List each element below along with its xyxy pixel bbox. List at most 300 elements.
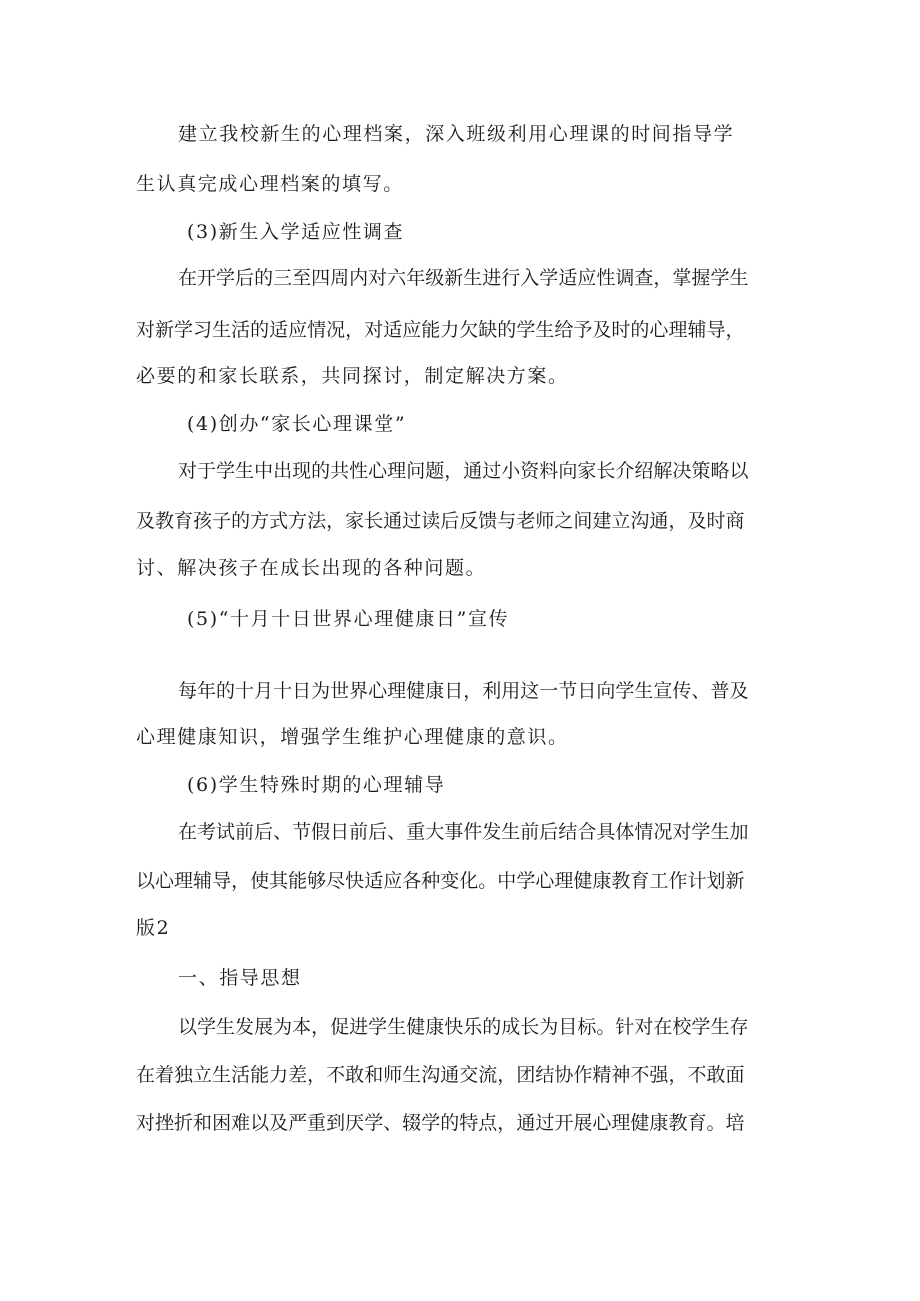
paragraph-line: [136, 869, 744, 893]
text-char: 体: [615, 821, 635, 843]
text-char: ，: [345, 319, 365, 341]
text-char: 、: [691, 680, 711, 702]
paragraph-line: [178, 459, 748, 483]
text-char: 化: [459, 870, 479, 892]
text-char: 事: [444, 821, 464, 843]
text-char: 用: [501, 680, 521, 702]
text-char: 十: [235, 680, 255, 702]
text-char: 快: [444, 1016, 464, 1038]
text-char: ，: [497, 1112, 517, 1134]
text-char: 月: [254, 680, 274, 702]
text-char: 其: [269, 870, 289, 892]
text-char: 发: [235, 1016, 255, 1038]
text-char: 生: [212, 319, 232, 341]
paragraph-line: [178, 679, 748, 703]
text-char: 与: [497, 510, 517, 532]
text-char: 开: [197, 267, 217, 289]
text-char: 到: [326, 1112, 346, 1134]
text-char: 对: [136, 1112, 156, 1134]
text-char: 策: [691, 460, 711, 482]
text-char: 后: [440, 510, 460, 532]
text-char: 以: [250, 1112, 270, 1134]
text-char: 在: [136, 1064, 156, 1086]
text-char: 师: [383, 1064, 403, 1086]
text-char: ，: [668, 510, 688, 532]
text-char: 问: [406, 460, 426, 482]
text-char: 教: [611, 870, 631, 892]
text-char: 一: [539, 680, 559, 702]
text-char: ，: [497, 1064, 517, 1086]
text-char: 对: [364, 319, 384, 341]
text-char: 沟: [421, 1064, 441, 1086]
text-char: 校: [672, 1016, 692, 1038]
text-char: 心: [649, 319, 669, 341]
text-char: 独: [174, 1064, 194, 1086]
text-char: 后: [368, 821, 388, 843]
text-char: 调: [615, 267, 635, 289]
text-char: 题: [425, 460, 445, 482]
text-char: 导: [706, 319, 726, 341]
text-char: 着: [155, 1064, 175, 1086]
text-char: 、: [387, 821, 407, 843]
text-char: 发: [482, 821, 502, 843]
text-char: 的: [250, 319, 270, 341]
paragraph-line: [136, 1063, 744, 1087]
paragraph-line: [136, 509, 744, 533]
text-char: 进: [349, 1016, 369, 1038]
text-char: 反: [459, 510, 479, 532]
text-char: 缺: [478, 319, 498, 341]
text-char: 假: [311, 821, 331, 843]
text-char: 立: [611, 510, 631, 532]
text-char: 健: [406, 680, 426, 702]
text-char: 长: [364, 510, 384, 532]
text-char: 精: [592, 1064, 612, 1086]
text-char: 习: [193, 319, 213, 341]
text-char: 变: [440, 870, 460, 892]
text-char: 。: [478, 870, 498, 892]
text-char: 日: [330, 821, 350, 843]
text-char: 生: [501, 821, 521, 843]
text-char: 敢: [706, 1064, 726, 1086]
text-char: 利: [482, 680, 502, 702]
section-heading: (6)学生特殊时期的心理辅导: [187, 774, 446, 796]
text-char: 能: [288, 870, 308, 892]
text-char: 十: [273, 680, 293, 702]
text-char: 育: [687, 1112, 707, 1134]
text-char: 力: [269, 1064, 289, 1086]
text-char: 前: [520, 821, 540, 843]
text-char: ，: [326, 510, 346, 532]
text-char: 展: [573, 1112, 593, 1134]
text-char: 厌: [345, 1112, 365, 1134]
text-char: 情: [307, 319, 327, 341]
text-char: 生: [235, 460, 255, 482]
text-char: 不: [687, 1064, 707, 1086]
text-char: 适: [383, 319, 403, 341]
text-char: ，: [231, 870, 251, 892]
text-char: 力: [440, 319, 460, 341]
text-char: 康: [649, 1112, 669, 1134]
text-char: 培: [725, 1112, 745, 1134]
text-char: 四: [311, 267, 331, 289]
text-char: 长: [596, 460, 616, 482]
text-char: ，: [311, 1016, 331, 1038]
text-char: 不: [326, 1064, 346, 1086]
text-char: 重: [307, 1112, 327, 1134]
text-char: 内: [349, 267, 369, 289]
text-char: 级: [425, 267, 445, 289]
text-char: 育: [174, 510, 194, 532]
text-char: 差: [288, 1064, 308, 1086]
text-char: 界: [349, 680, 369, 702]
text-char: 中: [254, 460, 274, 482]
text-char: 为: [539, 1016, 559, 1038]
section-heading: (3)新生入学适应性调查: [187, 221, 405, 243]
paragraph-line: [136, 1111, 744, 1135]
text-char: 出: [273, 460, 293, 482]
text-char: 心: [368, 460, 388, 482]
text-char: 学: [516, 319, 536, 341]
text-char: 交: [459, 1064, 479, 1086]
text-char: 法: [307, 510, 327, 532]
text-char: 活: [231, 319, 251, 341]
text-char: 孩: [193, 510, 213, 532]
text-char: 在: [178, 821, 198, 843]
text-char: 的: [630, 319, 650, 341]
text-char: 生: [463, 267, 483, 289]
text-char: 和: [193, 1112, 213, 1134]
text-char: 入: [520, 267, 540, 289]
text-char: 大: [425, 821, 445, 843]
text-char: 心: [368, 680, 388, 702]
text-char: 普: [710, 680, 730, 702]
text-char: 为: [273, 1016, 293, 1038]
text-char: 快: [345, 870, 365, 892]
text-char: 传: [672, 680, 692, 702]
text-char: 生: [387, 1016, 407, 1038]
text-char: 乐: [463, 1016, 483, 1038]
text-char: 团: [516, 1064, 536, 1086]
text-char: 成: [501, 1016, 521, 1038]
text-char: 心: [155, 870, 175, 892]
text-char: 在: [653, 1016, 673, 1038]
text-char: 商: [725, 510, 745, 532]
text-char: 困: [212, 1112, 232, 1134]
text-char: 对: [136, 319, 156, 341]
text-char: 绍: [634, 460, 654, 482]
section-heading: 一、指导思想: [178, 967, 302, 989]
text-char: 向: [558, 460, 578, 482]
text-char: 料: [539, 460, 559, 482]
text-char: 以: [729, 460, 749, 482]
text-char: 适: [364, 870, 384, 892]
text-char: 康: [592, 870, 612, 892]
text-char: 促: [330, 1016, 350, 1038]
text-char: 协: [554, 1064, 574, 1086]
text-char: 结: [558, 821, 578, 843]
text-char: ，: [725, 319, 745, 341]
text-char: 之: [554, 510, 574, 532]
text-char: 周: [330, 267, 350, 289]
section-heading: (5)“十月十日世界心理健康日”宣传: [187, 608, 510, 630]
text-char: 建: [592, 510, 612, 532]
text-char: 年: [406, 267, 426, 289]
text-char: 试: [216, 821, 236, 843]
text-char: 适: [269, 319, 289, 341]
text-char: 握: [691, 267, 711, 289]
text-char: 生: [710, 1016, 730, 1038]
text-char: 及: [592, 319, 612, 341]
text-char: 节: [558, 680, 578, 702]
text-char: 的: [254, 267, 274, 289]
text-char: 各: [402, 870, 422, 892]
text-char: 生: [710, 821, 730, 843]
text-char: 学: [216, 460, 236, 482]
text-char: ，: [307, 1064, 327, 1086]
text-char: 年: [197, 680, 217, 702]
text-char: 划: [706, 870, 726, 892]
text-char: 不: [630, 1064, 650, 1086]
text-char: 师: [535, 510, 555, 532]
text-char: 导: [212, 870, 232, 892]
text-char: 通: [516, 1112, 536, 1134]
text-char: ，: [653, 267, 673, 289]
text-char: 向: [596, 680, 616, 702]
text-char: 方: [250, 510, 270, 532]
text-char: 家: [577, 460, 597, 482]
text-char: 计: [687, 870, 707, 892]
text-char: 小: [501, 460, 521, 482]
text-char: 后: [235, 267, 255, 289]
paragraph-line: 心理健康知识，增强学生维护心理健康的意识。: [136, 726, 569, 748]
text-char: 日: [444, 680, 464, 702]
text-char: 长: [520, 1016, 540, 1038]
text-char: 过: [402, 510, 422, 532]
paragraph-line: [178, 266, 748, 290]
text-char: 的: [440, 1112, 460, 1134]
paragraph-line: [178, 1015, 748, 1039]
section-heading: (4)创办“家长心理课堂”: [187, 413, 407, 435]
text-char: 康: [425, 1016, 445, 1038]
text-char: 每: [178, 680, 198, 702]
text-char: 理: [668, 319, 688, 341]
text-char: 流: [478, 1064, 498, 1086]
text-char: 生: [402, 1064, 422, 1086]
text-char: 学: [421, 1112, 441, 1134]
text-char: 健: [406, 1016, 426, 1038]
text-char: 馈: [478, 510, 498, 532]
text-char: 及: [269, 1112, 289, 1134]
text-char: 适: [558, 267, 578, 289]
text-char: 康: [425, 680, 445, 702]
text-char: 合: [577, 821, 597, 843]
text-char: 对: [634, 1016, 654, 1038]
text-char: 学: [368, 1016, 388, 1038]
text-char: 教: [668, 1112, 688, 1134]
text-char: 在: [178, 267, 198, 289]
paragraph-line: 生认真完成心理档案的填写。: [136, 173, 404, 195]
text-char: 节: [292, 821, 312, 843]
text-char: 难: [231, 1112, 251, 1134]
text-char: 应: [288, 319, 308, 341]
text-char: 心: [592, 1112, 612, 1134]
text-char: 结: [535, 1064, 555, 1086]
text-char: 学: [615, 680, 635, 702]
text-char: 学: [539, 267, 559, 289]
text-char: 情: [634, 821, 654, 843]
text-char: 严: [288, 1112, 308, 1134]
text-char: 至: [292, 267, 312, 289]
text-char: 强: [649, 1064, 669, 1086]
text-char: 生: [729, 267, 749, 289]
text-char: 世: [330, 680, 350, 702]
text-char: ，: [463, 680, 483, 702]
text-char: 通: [463, 460, 483, 482]
text-char: 中: [497, 870, 517, 892]
text-char: 前: [235, 821, 255, 843]
text-char: 育: [630, 870, 650, 892]
paragraph-line: 建立我校新生的心理档案，深入班级利用心理课的时间指导学: [178, 123, 735, 145]
text-char: 的: [231, 510, 251, 532]
text-char: 应: [402, 319, 422, 341]
text-char: 沟: [630, 510, 650, 532]
text-char: 进: [482, 267, 502, 289]
paragraph-line: 讨、解决孩子在成长出现的各种问题。: [136, 557, 487, 579]
text-char: 查: [634, 267, 654, 289]
text-char: 以: [136, 870, 156, 892]
text-char: 对: [178, 460, 198, 482]
text-char: 尽: [326, 870, 346, 892]
text-char: 点: [478, 1112, 498, 1134]
paragraph-line: 版2: [136, 917, 171, 939]
text-char: 六: [387, 267, 407, 289]
text-char: 日: [577, 680, 597, 702]
text-char: 辍: [402, 1112, 422, 1134]
text-char: 及: [687, 510, 707, 532]
text-char: 以: [178, 1016, 198, 1038]
text-char: 决: [672, 460, 692, 482]
text-char: 工: [649, 870, 669, 892]
text-char: 健: [630, 1112, 650, 1134]
text-char: 读: [421, 510, 441, 532]
text-char: 折: [174, 1112, 194, 1134]
text-char: 针: [615, 1016, 635, 1038]
text-char: ，: [444, 460, 464, 482]
text-char: 间: [573, 510, 593, 532]
text-char: 作: [573, 1064, 593, 1086]
paragraph-line: 必要的和家长联系，共同探讨，制定解决方案。: [136, 365, 569, 387]
text-char: 的: [216, 680, 236, 702]
text-char: 目: [558, 1016, 578, 1038]
text-char: 后: [254, 821, 274, 843]
text-char: 教: [155, 510, 175, 532]
text-char: 学: [691, 821, 711, 843]
text-char: 学: [216, 267, 236, 289]
text-char: 学: [710, 267, 730, 289]
text-char: 活: [231, 1064, 251, 1086]
text-char: 使: [250, 870, 270, 892]
text-char: 现: [292, 460, 312, 482]
text-char: 时: [706, 510, 726, 532]
text-char: 通: [440, 1064, 460, 1086]
text-char: 的: [497, 319, 517, 341]
text-char: 共: [330, 460, 350, 482]
text-char: 学: [174, 319, 194, 341]
text-char: 新: [444, 267, 464, 289]
text-char: 生: [216, 1016, 236, 1038]
text-char: 对: [368, 267, 388, 289]
text-char: 特: [459, 1112, 479, 1134]
text-char: 学: [197, 1016, 217, 1038]
text-char: 新: [725, 870, 745, 892]
text-char: 作: [668, 870, 688, 892]
paragraph-line: [178, 820, 748, 844]
text-char: 存: [729, 1016, 749, 1038]
text-char: 于: [197, 460, 217, 482]
text-char: 欠: [459, 319, 479, 341]
text-char: 敢: [345, 1064, 365, 1086]
text-char: 日: [292, 680, 312, 702]
text-char: 学: [691, 1016, 711, 1038]
text-char: 性: [349, 460, 369, 482]
text-char: 考: [197, 821, 217, 843]
text-char: 及: [136, 510, 156, 532]
text-char: ，: [668, 1064, 688, 1086]
text-char: 辅: [193, 870, 213, 892]
text-char: 理: [174, 870, 194, 892]
text-char: 重: [406, 821, 426, 843]
text-char: 和: [364, 1064, 384, 1086]
text-char: 对: [672, 821, 692, 843]
text-char: 通: [383, 510, 403, 532]
text-char: 子: [212, 510, 232, 532]
text-char: 加: [729, 821, 749, 843]
text-char: 生: [634, 680, 654, 702]
text-char: 挫: [155, 1112, 175, 1134]
text-char: 、: [383, 1112, 403, 1134]
text-char: 式: [269, 510, 289, 532]
text-char: 理: [387, 460, 407, 482]
text-char: 展: [254, 1016, 274, 1038]
text-char: 介: [615, 460, 635, 482]
text-char: 这: [520, 680, 540, 702]
text-char: 后: [539, 821, 559, 843]
text-char: 能: [250, 1064, 270, 1086]
text-char: 具: [596, 821, 616, 843]
text-char: 三: [273, 267, 293, 289]
text-char: 。: [596, 1016, 616, 1038]
text-char: 给: [554, 319, 574, 341]
text-char: 方: [288, 510, 308, 532]
text-char: 健: [573, 870, 593, 892]
text-char: 能: [421, 319, 441, 341]
text-char: 性: [596, 267, 616, 289]
text-char: 生: [535, 319, 555, 341]
text-char: 心: [535, 870, 555, 892]
text-char: 。: [706, 1112, 726, 1134]
text-char: 神: [611, 1064, 631, 1086]
text-char: 生: [212, 1064, 232, 1086]
text-char: 辅: [687, 319, 707, 341]
text-char: 宣: [653, 680, 673, 702]
text-char: 种: [421, 870, 441, 892]
text-char: 况: [653, 821, 673, 843]
text-char: 标: [577, 1016, 597, 1038]
text-char: 面: [725, 1064, 745, 1086]
text-char: 本: [292, 1016, 312, 1038]
text-char: 前: [349, 821, 369, 843]
